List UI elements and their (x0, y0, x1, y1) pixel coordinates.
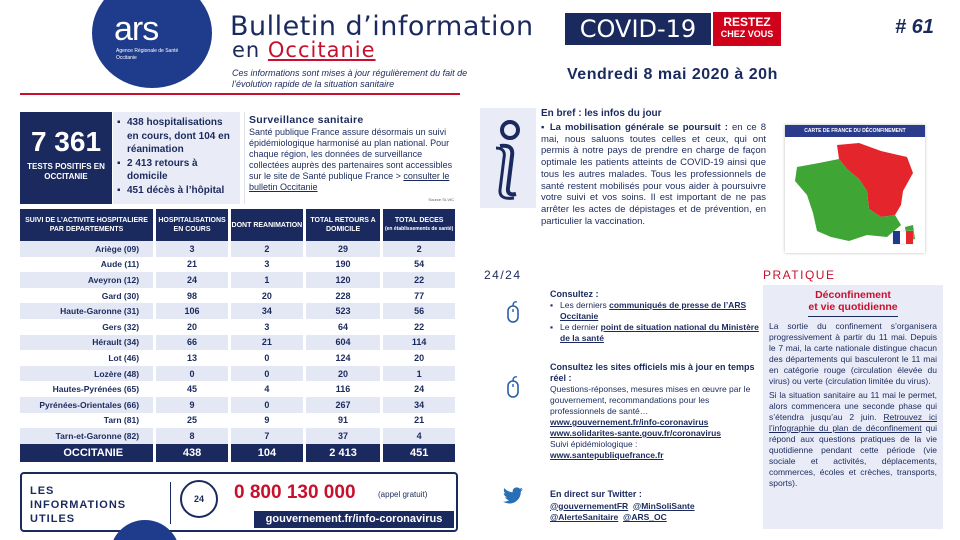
france-map-graphic (789, 139, 921, 249)
site-link-gouvernement[interactable]: www.gouvernement.fr/info-coronavirus (550, 417, 709, 427)
cell-deces: 54 (382, 257, 457, 273)
bref-body: en ce 8 mai, nous saluons toutes celles et ceux, qui ont permis à notre pays de prendre en charge de façon optimale les patients atteints de COVID-19 ainsi que tous les autres malades. Tous les professionnels de santé restent mobilisés pour vous aider à poursuivre votre suivi et vos soins. Il est important de ne pas arrêter les actes de dépistages et de prévention, en particulier la vaccination. (541, 122, 766, 227)
site-link-spf[interactable]: www.santepubliquefrance.fr (550, 450, 664, 460)
positive-count: 7 361 (30, 126, 102, 157)
restez-line2: CHEZ VOUS (720, 29, 774, 39)
positive-tests-box (20, 112, 112, 204)
col-header-deces (382, 209, 457, 241)
cell-retours: 228 (304, 288, 382, 304)
deces-subtitle: (en établissements de santé) (384, 226, 454, 232)
pratique-paragraph (769, 390, 937, 489)
table-row (20, 319, 457, 335)
twitter-handle[interactable]: @gouvernementFR (550, 500, 629, 511)
mouse-icon (505, 300, 521, 324)
table-row (20, 413, 457, 429)
table-row (20, 288, 457, 304)
consult-item (550, 300, 760, 322)
cell-retours: 91 (304, 413, 382, 429)
table-header-row (20, 209, 457, 241)
cell-retours: 267 (304, 397, 382, 413)
twitter-line (550, 512, 760, 524)
positive-label: TESTS POSITIFS EN OCCITANIE (27, 162, 105, 181)
cell-rea: 3 (230, 257, 305, 273)
suivi-label: Suivi épidémiologique : (550, 439, 638, 449)
cell-rea: 4 (230, 381, 305, 397)
consult-item1-prefix: Les derniers (560, 300, 610, 310)
col-header-hosp: HOSPITALISATIONS EN COURS (155, 209, 230, 241)
twitter-block (550, 489, 760, 524)
cell-retours: 523 (304, 303, 382, 319)
mouse-icon (505, 375, 521, 399)
info-divider (170, 482, 171, 524)
cell-rea: 3 (230, 319, 305, 335)
cell-hosp: 45 (155, 381, 230, 397)
twitter-handle[interactable]: @AlerteSanitaire (550, 512, 619, 522)
cell-hosp: 9 (155, 397, 230, 413)
intro-text: Ces informations sont mises à jour régulièrement du fait de l’évolution rapide de la situation sanitaire (232, 68, 468, 89)
table-body (20, 241, 457, 444)
cell-dept: Aude (11) (20, 257, 155, 273)
pratique-subheading: et vie quotidienne (808, 301, 898, 313)
cell-dept: Gers (32) (20, 319, 155, 335)
bref-heading: En bref : les infos du jour (541, 108, 662, 119)
cell-rea: 34 (230, 303, 305, 319)
pratique-p2-post: qui répond aux questions pratiques de la vie quotidienne pendant cette période (vie sociale et activités, déplacements, commerces, écoles et crèches, transports, sports). (769, 423, 937, 488)
hotline-24-icon: 24 (180, 480, 218, 518)
cell-hosp: 13 (155, 350, 230, 366)
cell-dept: Pyrénées-Orientales (66) (20, 397, 155, 413)
subtitle-region: Occitanie (267, 38, 376, 62)
cell-rea: 21 (230, 335, 305, 351)
cell-retours: 124 (304, 350, 382, 366)
twitter-heading: En direct sur Twitter : (550, 489, 642, 499)
twitter-line (550, 501, 760, 513)
pratique-heading: Déconfinement (815, 289, 891, 301)
cell-hosp: 98 (155, 288, 230, 304)
logo-text: ars (114, 10, 159, 48)
press-release-link[interactable]: communiqués de presse de l’ARS Occitanie (560, 300, 747, 321)
cell-deces: 24 (382, 381, 457, 397)
section-2424-label: 24/24 (484, 268, 522, 282)
cell-rea: 20 (230, 288, 305, 304)
bref-text (541, 122, 766, 227)
cell-rea: 9 (230, 413, 305, 429)
col-header-rea: DONT REANIMATION (230, 209, 305, 241)
free-call-note: (appel gratuit) (378, 490, 428, 499)
cell-hosp: 0 (155, 366, 230, 382)
cell-deces: 1 (382, 366, 457, 382)
total-deces: 451 (382, 444, 457, 462)
deces-title: TOTAL DECES (394, 217, 444, 224)
info-icon (480, 108, 536, 208)
bref-lead: La mobilisation générale se poursuit : (549, 122, 728, 133)
header-divider (20, 93, 460, 95)
cell-retours: 20 (304, 366, 382, 382)
cell-dept: Haute-Garonne (31) (20, 303, 155, 319)
logo-subtext: Agence Régionale de Santé Occitanie (116, 48, 179, 61)
cell-hosp: 3 (155, 241, 230, 257)
table-row (20, 241, 457, 257)
pratique-p2-pre: Si la situation sanitaire au 11 mai le permet, alors commencera une seconde phase qui s’étendra jusqu’au 2 juin. (769, 390, 937, 422)
cell-dept: Aveyron (12) (20, 272, 155, 288)
bulletin-title: Bulletin d’information (230, 11, 534, 42)
total-hosp: 438 (155, 444, 230, 462)
cell-retours: 37 (304, 428, 382, 444)
table-row (20, 257, 457, 273)
sites-heading: Consultez les sites officiels mis à jour en temps réel : (550, 362, 755, 383)
cell-hosp: 21 (155, 257, 230, 273)
cell-hosp: 8 (155, 428, 230, 444)
deconfinement-map[interactable] (785, 125, 925, 253)
national-situation-link[interactable]: point de situation national du Ministère de la santé (560, 322, 759, 343)
cell-rea: 2 (230, 241, 305, 257)
ars-logo (92, 0, 212, 88)
pratique-divider (808, 316, 898, 317)
bulletin-subtitle (232, 38, 376, 62)
surveillance-text (249, 127, 454, 193)
hospital-stats-list (113, 112, 240, 204)
table-row (20, 272, 457, 288)
cell-rea: 0 (230, 366, 305, 382)
twitter-handle[interactable]: @ARS_OC (623, 512, 667, 522)
hospital-activity-table (20, 209, 458, 462)
gov-info-url[interactable]: gouvernement.fr/info-coronavirus (254, 511, 454, 528)
table-row (20, 428, 457, 444)
cell-dept: Tarn-et-Garonne (82) (20, 428, 155, 444)
restez-chez-vous-badge (713, 12, 781, 46)
cell-rea: 0 (230, 397, 305, 413)
cell-dept: Tarn (81) (20, 413, 155, 429)
map-title: CARTE DE FRANCE DU DÉCONFINEMENT (785, 125, 925, 137)
table-row (20, 397, 457, 413)
official-sites-block (550, 362, 760, 461)
cell-rea: 7 (230, 428, 305, 444)
cell-hosp: 25 (155, 413, 230, 429)
useful-info-label: LES INFORMATIONS UTILES (30, 485, 127, 525)
cell-deces: 4 (382, 428, 457, 444)
cell-deces: 21 (382, 413, 457, 429)
cell-hosp: 24 (155, 272, 230, 288)
consult-item (550, 322, 760, 344)
table-row (20, 303, 457, 319)
cell-retours: 120 (304, 272, 382, 288)
cell-rea: 0 (230, 350, 305, 366)
surveillance-link[interactable]: consulter le bulletin Occitanie (249, 171, 450, 192)
total-retours: 2 413 (304, 444, 382, 462)
cell-retours: 190 (304, 257, 382, 273)
useful-info-bar (20, 472, 458, 532)
cell-hosp: 66 (155, 335, 230, 351)
twitter-icon (502, 487, 524, 505)
bref-bullet: ▪ (541, 122, 550, 133)
cell-rea: 1 (230, 272, 305, 288)
surveillance-body: Santé publique France assure désormais un suivi épidémiologique harmonisé au plan national. Pour chaque région, les données de surveillance collectées auprès des partenaires sont accessibles sur le site de Santé publique France > (249, 127, 453, 181)
cell-dept: Lozère (48) (20, 366, 155, 382)
consult-item2-prefix: Le dernier (560, 322, 601, 332)
cell-deces: 34 (382, 397, 457, 413)
pratique-label: PRATIQUE (763, 268, 836, 282)
surveillance-heading: Surveillance sanitaire (249, 114, 364, 126)
consult-press-block (550, 289, 760, 344)
cell-deces: 56 (382, 303, 457, 319)
cell-deces: 20 (382, 350, 457, 366)
twitter-handle[interactable]: @MinSoliSante (632, 500, 695, 511)
table-row (20, 366, 457, 382)
cell-hosp: 106 (155, 303, 230, 319)
stats-item: ▪ 451 décès à l’hôpital (117, 184, 236, 198)
stats-item: ▪ 2 413 retours à domicile (117, 157, 236, 184)
cell-retours: 64 (304, 319, 382, 335)
cell-deces: 22 (382, 319, 457, 335)
consult-heading: Consultez : (550, 289, 599, 299)
cell-deces: 2 (382, 241, 457, 257)
surveillance-panel (244, 112, 458, 204)
cell-deces: 22 (382, 272, 457, 288)
covid-badge: COVID-19 (565, 13, 711, 45)
cell-dept: Lot (46) (20, 350, 155, 366)
infographic-link[interactable]: Retrouvez ici l’infographie du plan de déconfinement (769, 412, 937, 433)
stats-item: ▪ 438 hospitalisations en cours, dont 104 en réanimation (117, 116, 236, 157)
cell-dept: Ariège (09) (20, 241, 155, 257)
sites-text: Questions-réponses, mesures mises en œuvre par le gouvernement, recommandations pour les professionnels de santé… (550, 384, 751, 416)
surveillance-source: Source SI-VIC (428, 197, 454, 202)
cell-retours: 29 (304, 241, 382, 257)
cell-deces: 77 (382, 288, 457, 304)
bulletin-date: Vendredi 8 mai 2020 à 20h (567, 66, 778, 83)
total-rea: 104 (230, 444, 305, 462)
cell-deces: 114 (382, 335, 457, 351)
restez-line1: RESTEZ (723, 15, 771, 29)
cell-retours: 604 (304, 335, 382, 351)
issue-number: # 61 (895, 16, 934, 38)
cell-hosp: 20 (155, 319, 230, 335)
col-header-retours: TOTAL RETOURS A DOMICILE (304, 209, 382, 241)
cell-dept: Hautes-Pyrénées (65) (20, 381, 155, 397)
total-dept: OCCITANIE (20, 444, 155, 462)
table-row (20, 381, 457, 397)
col-header-dept: SUIVI DE L’ACTIVITE HOSPITALIERE PAR DEPARTEMENTS (20, 209, 155, 241)
cell-dept: Gard (30) (20, 288, 155, 304)
site-link-solidarites[interactable]: www.solidarites-sante.gouv.fr/coronavirus (550, 428, 721, 438)
table-row (20, 350, 457, 366)
cell-dept: Hérault (34) (20, 335, 155, 351)
table-total-row (20, 444, 457, 462)
cell-retours: 116 (304, 381, 382, 397)
pratique-panel (763, 285, 943, 529)
hotline-phone[interactable]: 0 800 130 000 (234, 482, 356, 503)
subtitle-prefix: en (232, 38, 268, 62)
table-row (20, 335, 457, 351)
pratique-paragraph: La sortie du confinement s’organisera progressivement à partir du 11 mai. Depuis le 7 mai, la carte nationale distingue chacun des départements qui basculeront le 11 mai en catégorie rouge (circulation élevée du virus) ou verte (circulation limitée du virus). (769, 321, 937, 386)
